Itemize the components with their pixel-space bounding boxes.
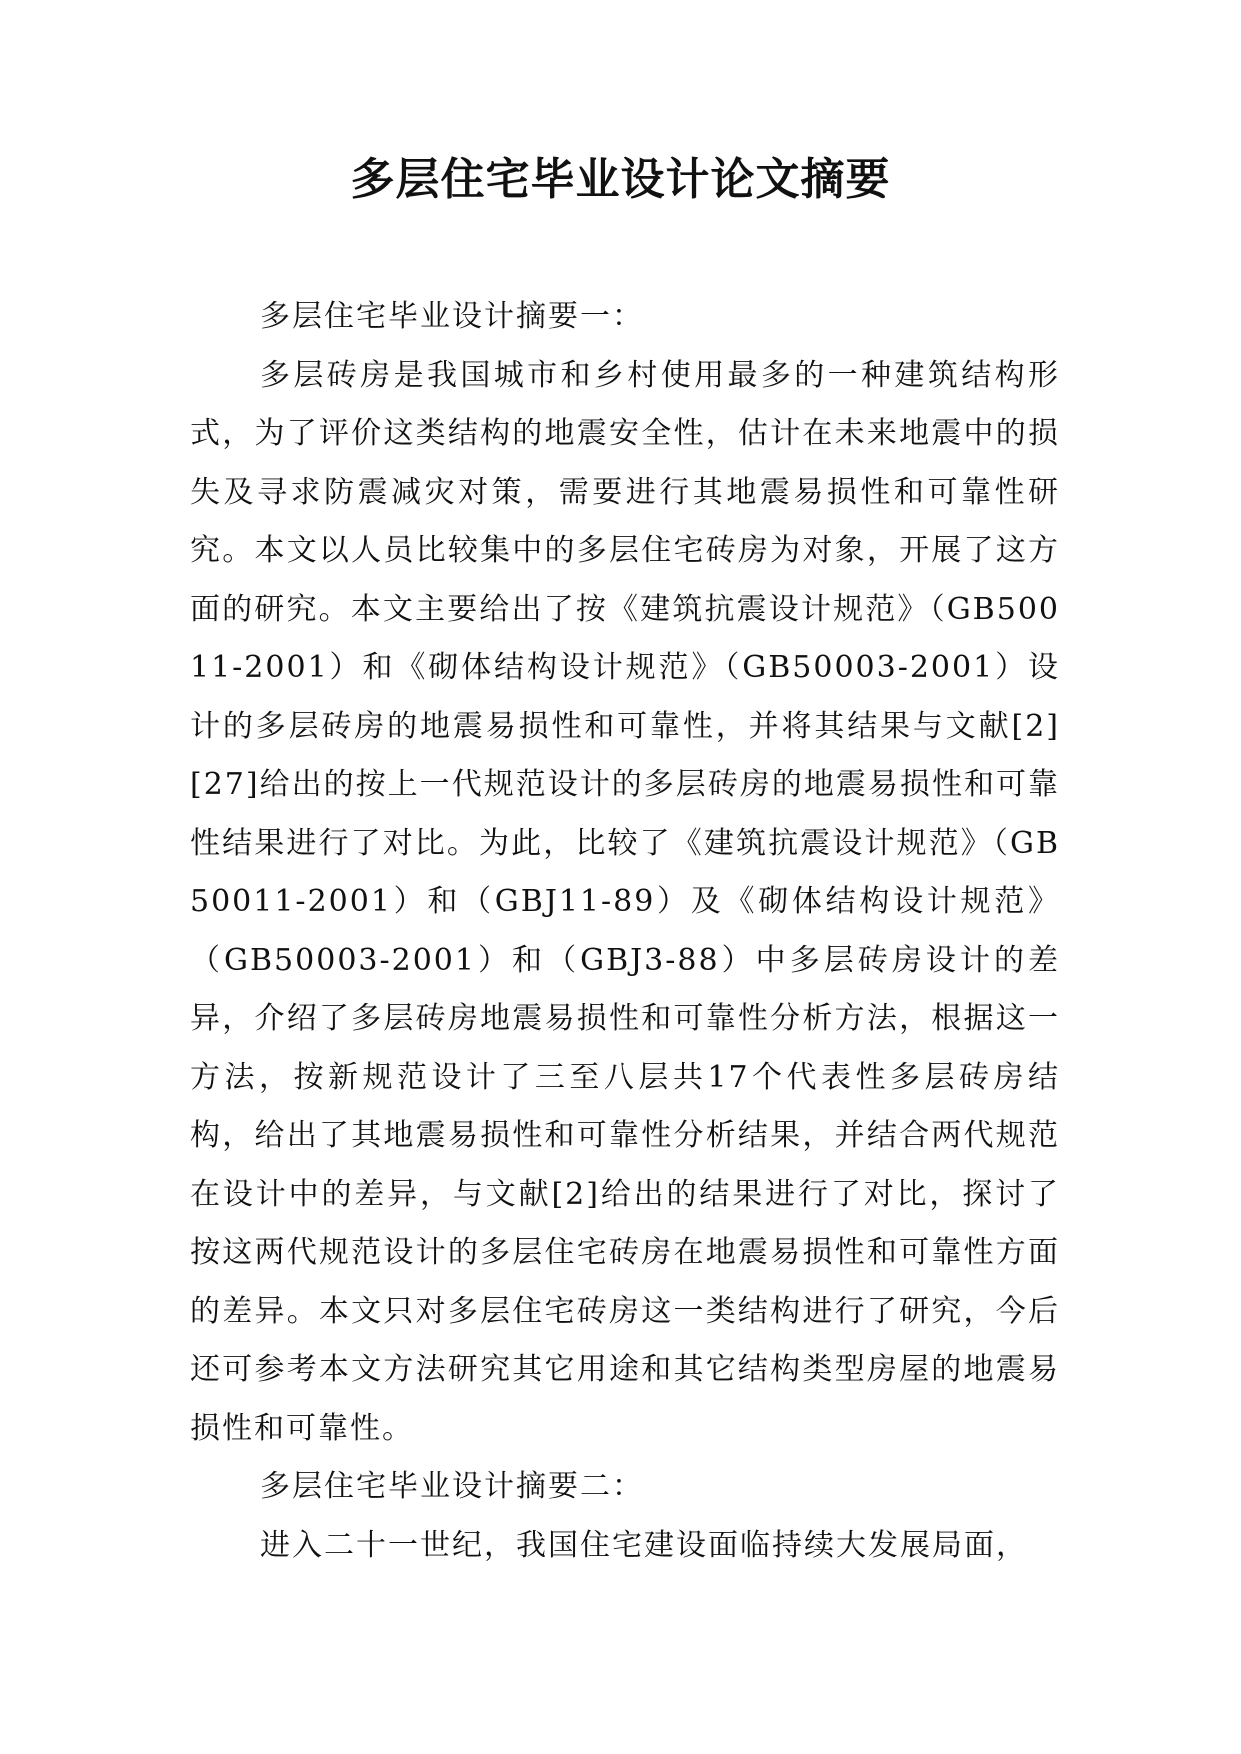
abstract-2-heading: 多层住宅毕业设计摘要二： <box>260 1469 644 1504</box>
abstract-2-text: 进入二十一世纪，我国住宅建设面临持续大发展局面， <box>260 1527 1028 1563</box>
document-body <box>190 288 1060 1575</box>
document-title: 多层住宅毕业设计论文摘要 <box>350 154 891 205</box>
abstract-1-text: 多层砖房是我国城市和乡村使用最多的一种建筑结构形式，为了评价这类结构的地震安全性，估计在未来地震中的损失及寻求防震减灾对策，需要进行其地震易损性和可靠性研究。本文以人员比较集中的多层住宅砖房为对象，开展了这方面的研究。本文主要给出了按《建筑抗震设计规范》（GB50011-2001）和《砌体结构设计规范》（GB50003-2001）设计的多层砖房的地震易损性和可靠性，并将其结果与文献[2] [27]给出的按上一代规范设计的多层砖房的地震易损性和可靠性结果进行了对比。为此，比较了《建筑抗震设计规范》（GB50011-2001）和（GBJ11-89）及《砌体结构设计规范》（GB50003-2001）和（GBJ3-88）中多层砖房设计的差异，介绍了多层砖房地震易损性和可靠性分析方法，根据这一方法，按新规范设计了三至八层共17个代表性多层砖房结构，给出了其地震易损性和可靠性分析结果，并结合两代规范在设计中的差异，与文献[2]给出的结果进行了对比，探讨了按这两代规范设计的多层住宅砖房在地震易损性和可靠性方面的差异。本文只对多层住宅砖房这一类结构进行了研究，今后还可参考本文方法研究其它用途和其它结构类型房屋的地震易损性和可靠性。 <box>190 357 1060 1446</box>
abstract-1-heading: 多层住宅毕业设计摘要一： <box>260 299 644 334</box>
